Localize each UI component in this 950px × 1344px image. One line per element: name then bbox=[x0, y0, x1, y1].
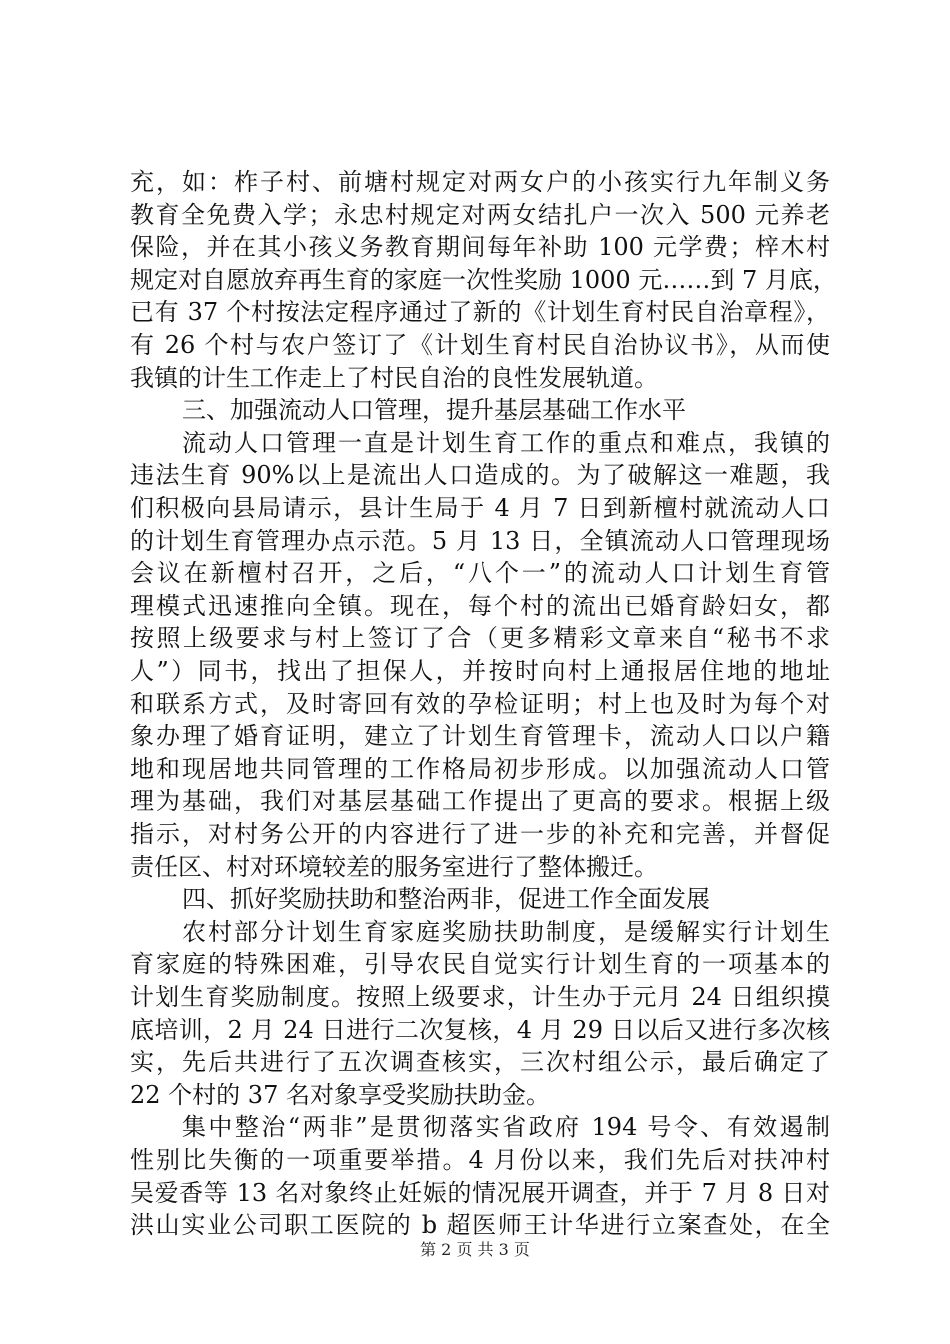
section-heading-3: 三、加强流动人口管理，提升基层基础工作水平 bbox=[182, 396, 686, 425]
text-line: 责任区、村对环境较差的服务室进行了整体搬迁。 bbox=[130, 852, 658, 881]
text-line: 们积极向县局请示，县计生局于 4 月 7 日到新檀村就流动人口 bbox=[130, 494, 830, 522]
text-line: 地和现居地共同管理的工作格局初步形成。以加强流动人口管 bbox=[130, 754, 830, 783]
text-line: 集中整治“两非”是贯彻落实省政府 194 号令、有效遏制 bbox=[182, 1113, 830, 1142]
text-line: 保险，并在其小孩义务教育期间每年补助 100 元学费；梓木村 bbox=[130, 233, 830, 262]
text-line: 有 26 个村与农户签订了《计划生育村民自治协议书》，从而使 bbox=[130, 331, 830, 359]
text-line: 育家庭的特殊困难，引导农民自觉实行计划生育的一项基本的 bbox=[130, 950, 830, 979]
text-line: 吴爱香等 13 名对象终止妊娠的情况展开调查，并于 7 月 8 日对 bbox=[130, 1178, 830, 1207]
text-line: 理模式迅速推向全镇。现在，每个村的流出已婚育龄妇女，都 bbox=[130, 591, 830, 620]
text-line: 违法生育 90%以上是流出人口造成的。为了破解这一难题，我 bbox=[130, 461, 830, 490]
text-line: 底培训，2 月 24 日进行二次复核，4 月 29 日以后又进行多次核 bbox=[130, 1015, 830, 1044]
text-line: 流动人口管理一直是计划生育工作的重点和难点，我镇的 bbox=[182, 428, 830, 457]
text-line: 我镇的计生工作走上了村民自治的良性发展轨道。 bbox=[130, 363, 658, 392]
text-line: 理为基础，我们对基层基础工作提出了更高的要求。根据上级 bbox=[130, 787, 830, 816]
text-line: 象办理了婚育证明，建立了计划生育管理卡，流动人口以户籍 bbox=[130, 722, 830, 751]
text-line: 的计划生育管理办点示范。5 月 13 日，全镇流动人口管理现场 bbox=[130, 526, 830, 555]
text-line: 人”）同书，找出了担保人，并按时向村上通报居住地的地址 bbox=[130, 657, 830, 685]
page-number-footer: 第 2 页 共 3 页 bbox=[420, 1240, 530, 1259]
text-line: 22 个村的 37 名对象享受奖励扶助金。 bbox=[130, 1080, 550, 1109]
text-line: 农村部分计划生育家庭奖励扶助制度，是缓解实行计划生 bbox=[182, 917, 830, 946]
text-line: 教育全免费入学；永忠村规定对两女结扎户一次入 500 元养老 bbox=[130, 200, 830, 229]
text-line: 充，如：柞子村、前塘村规定对两女户的小孩实行九年制义务 bbox=[130, 168, 830, 196]
text-line: 规定对自愿放弃再生育的家庭一次性奖励 1000 元……到 7 月底， bbox=[130, 265, 837, 294]
text-line: 和联系方式，及时寄回有效的孕检证明；村上也及时为每个对 bbox=[130, 689, 830, 718]
text-line: 实，先后共进行了五次调查核实，三次村组公示，最后确定了 bbox=[130, 1048, 830, 1077]
text-line: 会议在新檀村召开，之后，“八个一”的流动人口计划生育管 bbox=[130, 559, 830, 588]
text-line: 性别比失衡的一项重要举措。4 月份以来，我们先后对扶冲村 bbox=[130, 1146, 830, 1174]
text-line: 已有 37 个村按法定程序通过了新的《计划生育村民自治章程》， bbox=[130, 298, 830, 327]
section-heading-4: 四、抓好奖励扶助和整治两非，促进工作全面发展 bbox=[182, 885, 710, 914]
text-line: 指示，对村务公开的内容进行了进一步的补充和完善，并督促 bbox=[130, 820, 830, 848]
text-line: 洪山实业公司职工医院的 b 超医师王计华进行立案查处，在全 bbox=[130, 1211, 830, 1240]
text-line: 计划生育奖励制度。按照上级要求，计生办于元月 24 日组织摸 bbox=[130, 983, 830, 1011]
text-line: 按照上级要求与村上签订了合（更多精彩文章来自“秘书不求 bbox=[130, 624, 830, 653]
